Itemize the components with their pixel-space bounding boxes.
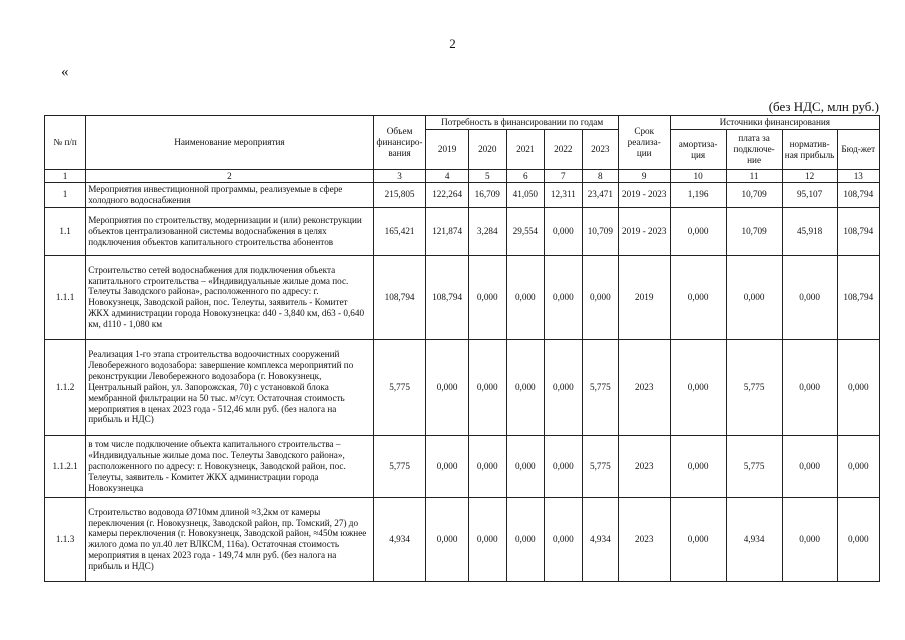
row-volume: 108,794 [373, 255, 426, 339]
row-source-value: 108,794 [837, 255, 879, 339]
table-row [45, 207, 880, 255]
row-source-value: 0,000 [837, 339, 879, 435]
row-num: 1.1.1 [45, 255, 86, 339]
row-source-value: 0,000 [837, 497, 879, 581]
row-term: 2023 [618, 497, 670, 581]
row-num: 1.1 [45, 207, 86, 255]
row-term: 2023 [618, 339, 670, 435]
row-year-value: 5,775 [582, 435, 618, 497]
row-year-value: 0,000 [468, 339, 506, 435]
row-year-value: 4,934 [582, 497, 618, 581]
row-source-value: 0,000 [782, 255, 837, 339]
financing-table [44, 115, 880, 582]
row-year-value: 0,000 [544, 497, 582, 581]
row-term: 2019 - 2023 [618, 183, 670, 208]
row-year-value: 0,000 [506, 435, 544, 497]
row-year-value: 0,000 [506, 255, 544, 339]
column-number: 2 [86, 170, 373, 183]
row-source-value: 0,000 [726, 255, 782, 339]
row-source-value: 0,000 [670, 497, 726, 581]
row-year-value: 0,000 [506, 497, 544, 581]
row-source-value: 1,196 [670, 183, 726, 208]
header-year: 2019 [426, 130, 468, 170]
column-number: 5 [468, 170, 506, 183]
row-year-value: 10,709 [582, 207, 618, 255]
column-number: 11 [726, 170, 782, 183]
row-volume: 215,805 [373, 183, 426, 208]
column-number: 8 [582, 170, 618, 183]
header-year: 2020 [468, 130, 506, 170]
row-source-value: 0,000 [782, 435, 837, 497]
row-source-value: 5,775 [726, 435, 782, 497]
row-year-value: 0,000 [426, 339, 468, 435]
row-source-value: 4,934 [726, 497, 782, 581]
row-num: 1.1.3 [45, 497, 86, 581]
header-source: норматив-ная прибыль [782, 130, 837, 170]
row-num: 1.1.2.1 [45, 435, 86, 497]
column-number: 10 [670, 170, 726, 183]
row-source-value: 45,918 [782, 207, 837, 255]
header-need-group: Потребность в финансировании по годам [426, 116, 618, 130]
column-number: 13 [837, 170, 879, 183]
column-number: 12 [782, 170, 837, 183]
row-name: в том числе подключение объекта капитального строительства – «Индивидуальные жилые дома пос. Телеуты Заводского района», расположенного по адресу: г. Новокузнецк, Заводской район, пос. Телеуты, заявитель - Комитет ЖКХ администрации города Новокузнецка [86, 435, 373, 497]
column-number: 6 [506, 170, 544, 183]
table-row [45, 183, 880, 208]
row-year-value: 121,874 [426, 207, 468, 255]
header-year: 2022 [544, 130, 582, 170]
header-year: 2021 [506, 130, 544, 170]
page-number: 2 [449, 36, 456, 51]
row-year-value: 0,000 [544, 255, 582, 339]
row-source-value: 0,000 [670, 207, 726, 255]
row-year-value: 3,284 [468, 207, 506, 255]
row-year-value: 0,000 [544, 207, 582, 255]
row-year-value: 12,311 [544, 183, 582, 208]
row-source-value: 0,000 [782, 339, 837, 435]
header-term: Срок реализа-ции [618, 116, 670, 170]
row-year-value: 0,000 [468, 497, 506, 581]
row-source-value: 108,794 [837, 183, 879, 208]
table-row [45, 435, 880, 497]
row-year-value: 0,000 [544, 339, 582, 435]
row-volume: 5,775 [373, 435, 426, 497]
row-num: 1.1.2 [45, 339, 86, 435]
column-number: 7 [544, 170, 582, 183]
row-name: Мероприятия по строительству, модернизации и (или) реконструкции объектов централизованной системы водоснабжения в целях подключения объектов капитального строительства абонентов [86, 207, 373, 255]
row-year-value: 0,000 [544, 435, 582, 497]
row-year-value: 108,794 [426, 255, 468, 339]
row-source-value: 0,000 [670, 435, 726, 497]
row-year-value: 0,000 [582, 255, 618, 339]
row-name: Строительство водовода Ø710мм длиной ≈3,2км от камеры переключения (г. Новокузнецк, Заводской район, пр. Томский, 27) до камеры переключения (г. Новокузнецк, Заводской район, ≈450м южнее жилого дома по ул.40 лет ВЛКСМ, 116а). Остаточная стоимость мероприятия в ценах 2023 года - 149,74 млн руб. (без налога на прибыль и НДС) [86, 497, 373, 581]
row-year-value: 16,709 [468, 183, 506, 208]
row-year-value: 0,000 [468, 255, 506, 339]
units-note: (без НДС, млн руб.) [768, 99, 879, 114]
column-number: 4 [426, 170, 468, 183]
row-year-value: 23,471 [582, 183, 618, 208]
row-year-value: 29,554 [506, 207, 544, 255]
header-name: Наименование мероприятия [86, 116, 373, 170]
opening-quote-mark: « [61, 64, 69, 80]
table-row [45, 497, 880, 581]
row-name: Мероприятия инвестиционной программы, реализуемые в сфере холодного водоснабжения [86, 183, 373, 208]
header-source: плата за подключе-ние [726, 130, 782, 170]
row-source-value: 0,000 [670, 339, 726, 435]
row-source-value: 0,000 [782, 497, 837, 581]
row-year-value: 122,264 [426, 183, 468, 208]
row-year-value: 0,000 [426, 497, 468, 581]
row-year-value: 41,050 [506, 183, 544, 208]
row-year-value: 5,775 [582, 339, 618, 435]
row-term: 2023 [618, 435, 670, 497]
row-source-value: 5,775 [726, 339, 782, 435]
header-num: № п/п [45, 116, 86, 170]
header-sources-group: Источники финансирования [670, 116, 879, 130]
row-name: Строительство сетей водоснабжения для подключения объекта капитального строительства – «Индивидуальные жилые дома пос. Телеуты Заводского района», расположенного по адресу: г. Новокузнецк, Заводской район, пос. Телеуты, заявитель - Комитет ЖКХ администрации города Новокузнецка: d40 - 3,840 км, d63 - 0,640 км, d110 - 1,080 км [86, 255, 373, 339]
row-year-value: 0,000 [506, 339, 544, 435]
row-year-value: 0,000 [468, 435, 506, 497]
row-term: 2019 - 2023 [618, 207, 670, 255]
header-source: амортиза-ция [670, 130, 726, 170]
row-term: 2019 [618, 255, 670, 339]
column-number: 3 [373, 170, 426, 183]
row-source-value: 0,000 [670, 255, 726, 339]
column-numbering-row [45, 170, 880, 183]
row-volume: 165,421 [373, 207, 426, 255]
row-num: 1 [45, 183, 86, 208]
table-row [45, 255, 880, 339]
row-source-value: 95,107 [782, 183, 837, 208]
header-source: Бюд-жет [837, 130, 879, 170]
header-volume: Объем финансиро-вания [373, 116, 426, 170]
row-source-value: 0,000 [837, 435, 879, 497]
row-source-value: 108,794 [837, 207, 879, 255]
row-source-value: 10,709 [726, 207, 782, 255]
row-name: Реализация 1-го этапа строительства водоочистных сооружений Левобережного водозабора: завершение комплекса мероприятий по реконструкции Левобережного водозабора (г. Новокузнецк, Центральный район, ул. Запорожская, 70) с установкой блока мембранной фильтрации на 50 тыс. м³/сут. Остаточная стоимость мероприятия в ценах 2023 года - 512,46 млн руб. (без налога на прибыль и НДС) [86, 339, 373, 435]
row-volume: 5,775 [373, 339, 426, 435]
column-number: 1 [45, 170, 86, 183]
row-volume: 4,934 [373, 497, 426, 581]
table-row [45, 339, 880, 435]
column-number: 9 [618, 170, 670, 183]
row-year-value: 0,000 [426, 435, 468, 497]
row-source-value: 10,709 [726, 183, 782, 208]
header-year: 2023 [582, 130, 618, 170]
